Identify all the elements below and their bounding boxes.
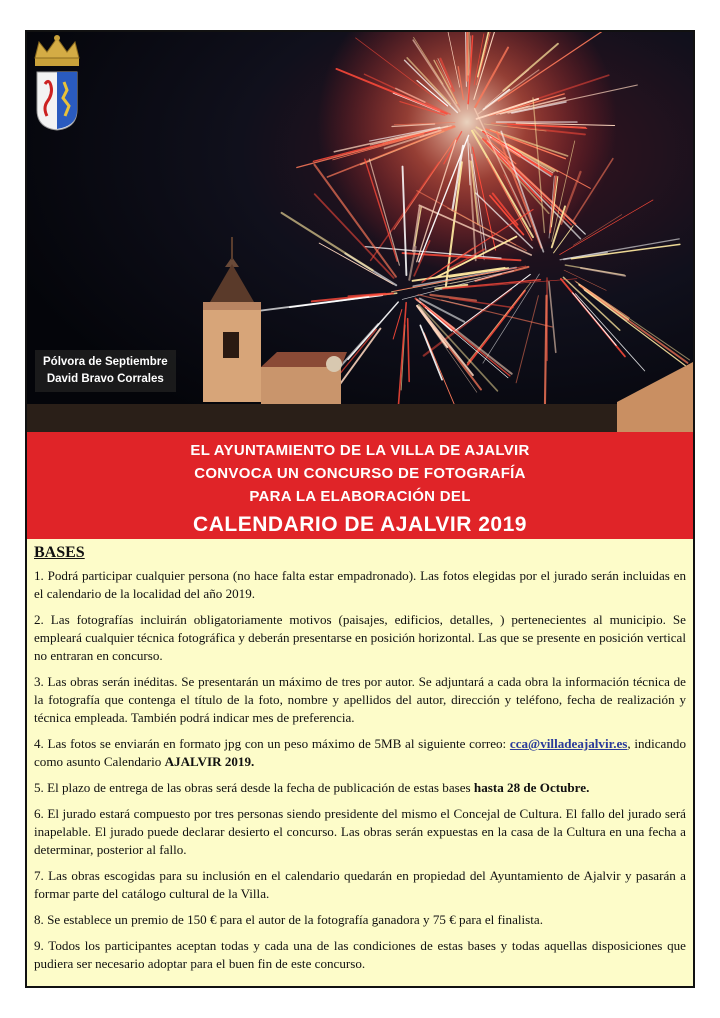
coat-of-arms-logo <box>27 32 87 132</box>
rule-5-text: 5. El plazo de entrega de las obras será desde la fecha de publicación de estas bases <box>34 780 471 795</box>
photo-author: David Bravo Corrales <box>46 373 164 385</box>
photo-title: Pólvora de Septiembre <box>43 356 168 368</box>
rule-8: 8. Se establece un premio de 150 € para el autor de la fotografía ganadora y 75 € para el finalista. <box>34 912 544 927</box>
banner-line-1: EL AYUNTAMIENTO DE LA VILLA DE AJALVIR <box>190 442 530 459</box>
rule-5 <box>34 779 686 797</box>
banner-title: CALENDARIO DE AJALVIR 2019 <box>193 513 527 536</box>
banner-line-2: CONVOCA UN CONCURSO DE FOTOGRAFÍA <box>194 465 526 482</box>
rule-7: 7. Las obras escogidas para su inclusión en el calendario quedarán en propiedad del Ayuntamiento de Ajalvir y pasarán a formar parte del catálogo cultural de la Villa. <box>34 868 686 901</box>
rule-2: 2. Las fotografías incluirán obligatoriamente motivos (paisajes, edificios, detalles, ) pertenecientes al municipio. Se empleará cualquier técnica fotográfica y deberán presentarse en posición horizontal. Las que se presente en posición vertical no entraran en concurso. <box>34 612 686 663</box>
contact-email-link[interactable]: cca@villadeajalvir.es <box>509 736 628 751</box>
rule-6: 6. El jurado estará compuesto por tres personas siendo presidente del mismo el Concejal de Cultura. El fallo del jurado será inapelable. El jurado puede declarar desierto el concurso. Las obras serán expuestas en la casa de la Cultura en una fecha a determinar, posterior al fallo. <box>34 806 686 857</box>
rule-4-text: 4. Las fotos se enviarán en formato jpg con un peso máximo de 5MB al siguiente correo: <box>34 736 507 751</box>
rule-5-deadline: hasta 28 de Octubre. <box>473 780 590 795</box>
bases-section <box>27 539 693 981</box>
fireworks-photo <box>27 32 693 432</box>
photo-caption <box>35 350 176 392</box>
header-banner <box>27 432 693 539</box>
rule-4-subject: AJALVIR 2019. <box>164 754 255 769</box>
rule-1: 1. Podrá participar cualquier persona (no hace falta estar empadronado). Las fotos elegidas por el jurado serán incluidas en el calendario de la localidad del año 2019. <box>34 568 686 601</box>
rule-4 <box>34 735 686 771</box>
poster <box>25 30 695 988</box>
rule-3: 3. Las obras serán inéditas. Se presentarán un máximo de tres por autor. Se adjuntará a cada obra la información técnica de la fotografía que contenga el título de la foto, nombre y apellidos del autor, dirección y teléfono, fecha de realización y técnica empleada. También podrá indicar mes de preferencia. <box>34 674 686 725</box>
rule-4-text-2: , indicando como asunto Calendario <box>34 736 687 769</box>
bases-heading: BASES <box>34 544 85 561</box>
rule-9: 9. Todos los participantes aceptan todas y cada una de las condiciones de estas bases y todas aquellas disposiciones que pudiera ser necesario adoptar para el buen fin de este concurso. <box>34 938 686 971</box>
banner-line-3: PARA LA ELABORACIÓN DEL <box>249 488 471 505</box>
